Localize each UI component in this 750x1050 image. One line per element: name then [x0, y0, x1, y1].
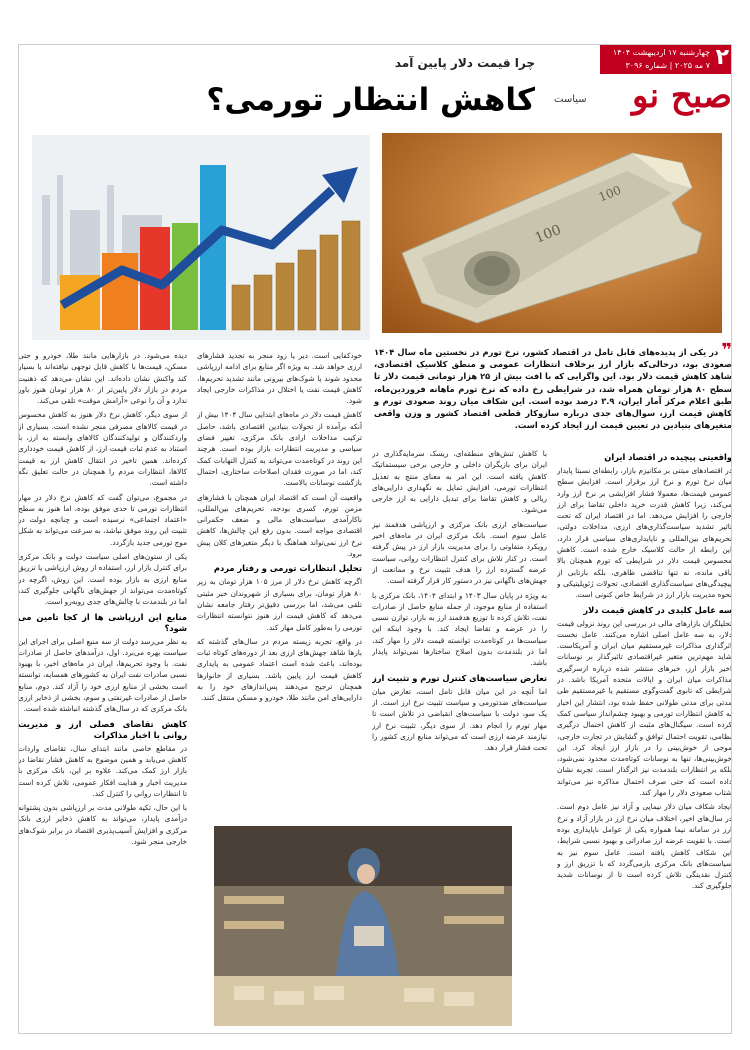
chart-illustration	[32, 135, 370, 340]
issue-box	[600, 44, 732, 74]
subheading: سه عامل کلیدی در کاهش قیمت دلار	[583, 604, 732, 615]
text-column-4	[18, 350, 187, 1030]
quote-icon: ❞	[721, 340, 733, 361]
lead-text: در یکی از پدیده‌های قابل تامل در اقتصاد کشور، نرخ تورم در نخستین ماه سال ۱۴۰۴ صعودی بود، درحالی‌که بازار ارز برخلاف انتظارات عمومی و منطق کلاسیک اقتصادی، شاهد کاهش قیمت دلار بود. این واگرایی که با افت بیش از ۲۵ هزار تومانی قیمت دلار تا سطح ۸۰ هزار تومان همراه شد، در شرایطی رخ داده که نرخ تورم ماهانه فروردین‌ماه، طبق اعلام مرکز آمار ایران، ۳.۹ درصد بوده است. این شکاف میان روند صعودی تورم و کاهش قیمت ارز، سوال‌های جدی درباره سازوکار قطعی اقتصاد کشور و وزن واقعی متغیرهای بنیادین در تعیین قیمت ارز ایجاد کرده است.	[374, 347, 732, 431]
paragraph: تحلیلگران بازارهای مالی در بررسی این روند نزولی قیمت دلار، به سه عامل اصلی اشاره می‌کنند. عامل نخست اثرگذاری مذاکرات غیرمستقیم میان ایران و آمریکاست. شاید مهم‌ترین متغیر غیراقتصادی تاثیرگذار بر نوسانات اخیر بازار ارز، خبرهای منتشر شده درباره ازسرگیری مذاکرات میان ایران و ایالات متحده آمریکا باشد. در شرایطی که تابوی گفت‌وگوی مستقیم یا غیرمستقیم طی مدتی برای مدتی طولانی حفظ شده بود، انتشار این اخبار به کاهش انتظارات تورمی و بهبود چشم‌انداز سیاسی کمک کرده است. سیگنال‌های مثبت از کاهش احتمال درگیری نظامی، تقویت احتمال توافق و گشایش در تجارت خارجی، موجی از خوش‌بینی را در بازار ارز ایجاد کرد. این خوش‌بینی‌ها، تنها به نوسانات کوتاه‌مدت محدود نمی‌شود، بلکه بر انتظارات بلندمدت نیز اثرگذار است. تجربه نشان داده است که حتی صرف احتمال مذاکره نیز می‌تواند شتاب صعودی دلار را مهار کند.	[557, 618, 732, 798]
paragraph: در مقاطع خاصی مانند ابتدای سال، تقاضای واردات کاهش می‌یابد و همین موضوع به کاهش فشار تقاضا در بازار ارز کمک می‌کند. علاوه بر این، بانک مرکزی با مدیریت اخبار و هدایت افکار عمومی، تلاش کرده است تا انتظارات روانی را کنترل کند.	[18, 743, 187, 798]
paragraph: کاهش قیمت دلار در ماه‌های ابتدایی سال ۱۴۰۴ بیش از آنکه برآمده از تحولات بنیادین اقتصادی باشد، حاصل ترکیب مداخلات ارادی بانک مرکزی، تغییر فضای سیاسی و مدیریت انتظارات بازار بوده است. هرچند این روند در کوتاه‌مدت می‌تواند به کنترل التهابات کمک کند، اما در صورت فقدان اصلاحات ساختاری، احتمال بازگشت نوسانات بالاست.	[197, 410, 362, 488]
svg-text:100: 100	[532, 221, 564, 247]
paragraph: با کاهش تنش‌های منطقه‌ای، ریسک سرمایه‌گذاری در ایران برای بازیگران داخلی و خارجی برخی سیستماتیک کاهش یافته است. این امر به معنای منتج به تعدیل انتظارات تورمی، افزایش تمایل به نگهداری دارایی‌های ریالی و کاهش تقاضا برای تبدیل دارایی به ارز خارجی می‌شود.	[372, 449, 547, 515]
paragraph: در اقتصادهای مبتنی بر مکانیزم بازار، رابطه‌ای نسبتا پایدار میان نرخ تورم و نرخ ارز برقرار است. افزایش سطح عمومی قیمت‌ها، معمولا فشار افزایشی بر نرخ ارز وارد می‌کند، زیرا کاهش قدرت خرید داخلی تقاضا برای ارز خارجی را افزایش می‌دهد. اما در اقتصاد ایران که تحت تاثیر تشدید سیاست‌گذاری‌های ارزی، مداخلات دولتی، تحریم‌های بین‌المللی و ناپایداری‌های سیاسی قرار دارد، این رابطه از حالت کلاسیک خارج شده است. کاهش محسوس قیمت دلار در شرایطی که تورم همچنان بالا باقی مانده، نه تنها تناقضی ظاهری، بلکه بازتابی از پیچیدگی‌های سیاست‌گذاری اقتصادی، تحولات ژئوپلیتیکی و نحوه مدیریت بازار ارز در شرایط خاص کنونی است.	[557, 466, 732, 600]
paragraph: در مجموع، می‌توان گفت که کاهش نرخ دلار در مهار انتظارات تورمی تا حدی موفق بوده، اما هنوز به سطح «اعتماد اجتماعی» نرسیده است و چنانچه دولت در تثبیت این روند موفق نباشد، به سرعت می‌تواند به شکل موج تورمی جدید بازگردد.	[18, 492, 187, 547]
paragraph: دیده می‌شود. در بازارهایی مانند طلا، خودرو و حتی مسکن، قیمت‌ها با کاهش قابل توجهی نیافته‌اند یا بسیار کند واکنش نشان داده‌اند. این نشان می‌دهد که ذهنیت مردم در بازار دلار پایین‌تر از ۸۰ هزار تومان هنوز باور ندارد و آن را نوعی «آرامش موقت» تلقی می‌کند.	[18, 351, 187, 406]
paragraph: سیاست‌های ارزی بانک مرکزی و ارزپاشی هدفمند نیز عامل سوم است. بانک مرکزی ایران در ماه‌های اخیر رویکرد متفاوتی را برای مدیریت بازار ارز در پیش گرفته است. در کنار تلاش برای کنترل انتظارات روانی، سیاست عرضه گسترده ارز را هدف تثبیت نرخ و ممانعت از جهش‌های ناگهانی نیز در دستور کار قرار گرفته است.	[372, 519, 547, 586]
article-lead	[374, 340, 733, 446]
paragraph: یکی از ستون‌های اصلی سیاست دولت و بانک مرکزی برای کنترل بازار ارز، استفاده از روش ارزپاشی یا تزریق منابع ارزی به بازار بوده است. این روش، اگرچه در کوتاه‌مدت می‌تواند از جهش‌های ناگهانی جلوگیری کند، اما در بلندمدت با چالش‌های جدی روبه‌رو است.	[18, 552, 187, 607]
paragraph: به ویژه در پایان سال ۱۴۰۳ و ابتدای ۱۴۰۴، بانک مرکزی با استفاده از منابع موجود، از جمله منابع حاصل از صادرات نفت، تلاش کرده تا توزیع هدفمند ارز به بازار، توازن نسبی را در عرضه و تقاضا ایجاد کند. با وجود اینکه این سیاست‌ها در کوتاه‌مدت توانسته قیمت دلار را مهار کند، اما در بلندمدت بدون اصلاح ساختارها نمی‌تواند پایدار باشد.	[372, 590, 547, 668]
date-line-gregorian: ۷ مه ۲۰۲۵ | شماره ۳۰۹۶	[625, 61, 710, 70]
date-line-persian: چهارشنبه ۱۷ اردیبهشت ۱۴۰۴	[612, 48, 710, 57]
article-kicker: چرا قیمت دلار پایین آمد	[394, 56, 535, 70]
text-column-2	[372, 448, 547, 823]
page-number: ۲	[715, 45, 729, 70]
paragraph: خودکفایی است. دیر یا زود منجر به تجدید فشارهای ارزی خواهد شد. به ویژه اگر منابع برای ادامه ارزپاشی محدود شوند یا شوک‌های بیرونی مانند تشدید تحریم‌ها، کاهش قیمت نفت یا اختلال در مذاکرات خارجی ایجاد شود.	[197, 351, 362, 406]
section-label: سیاست	[554, 94, 587, 105]
masthead	[542, 44, 732, 118]
paragraph: اما آنچه در این میان قابل تامل است، تعارض میان سیاست‌های ضدتورمی و سیاست تثبیت نرخ ارز است. از یک سو، دولت با سیاست‌های انقباضی در تلاش است تا مهار تورم را انجام دهد. از سوی دیگر، تثبیت نرخ ارز نیازمند عرضه ارزی است که می‌تواند منابع ارزی کشور را تحت فشار قرار دهد.	[372, 686, 547, 753]
subheading: کاهش تقاضای فصلی ارز و مدیریت روانی با اخبار مذاکرات	[18, 718, 187, 740]
newspaper-logo: صبح نو	[632, 76, 732, 116]
article-headline: کاهش انتظار تورمی؟	[206, 82, 535, 118]
subheading: تحلیل انتظارات تورمی و رفتار مردم	[213, 563, 362, 574]
market-photo	[214, 826, 512, 1026]
paragraph: از سوی دیگر، کاهش نرخ دلار هنوز به کاهش محسوس در قیمت کالاهای مصرفی منجر نشده است. بسیاری از واردکنندگان و تولیدکنندگان کالاهای وابسته به ارز، با استناد به عدم ثبات قیمت ارز، از کاهش قیمت خودداری کرده‌اند. همین تاخیر در انتقال کاهش ارز به قیمت کالاها، انتظارات مردم را همچنان در حالت تعلیق نگه داشته است.	[18, 410, 187, 488]
banknote-photo	[382, 133, 722, 333]
text-column-1	[557, 448, 732, 1028]
subheading: واقعیتی پیچیده در اقتصاد ایران	[604, 452, 732, 462]
svg-text:100: 100	[596, 182, 624, 205]
paragraph: به نظر می‌رسد دولت از سه منبع اصلی برای اجرای این سیاست بهره می‌برد. اول، درآمدهای حاصل از صادرات نفت. با وجود تحریم‌ها، ایران در ماه‌های اخیر، با بهبود نسبی صادرات نفت ایران به کشورهای همسایه، توانسته است بخشی از منابع ارزی خود را آزاد کند. دوم، منابع حاصل از صادرات غیرنفتی و سوم، بخشی از ذخایر ارزی بانک مرکزی که در سال‌های گذشته انباشته شده است.	[18, 636, 187, 714]
paragraph: با این حال، تکیه طولانی مدت بر ارزپاشی بدون پشتوانه درآمدی پایدار، می‌تواند به کاهش ذخایر ارزی بانک مرکزی و افزایش آسیب‌پذیری اقتصاد در برابر شوک‌های خارجی منجر شود.	[18, 803, 187, 846]
subheading: تعارض سیاست‌های کنترل تورم و تثبیت ارز	[372, 672, 547, 683]
subheading: منابع این ارزپاشی ها از کجا تامین می شود؟	[18, 611, 187, 633]
paragraph: ایجاد شکاف میان دلار نیمایی و آزاد نیز عامل دوم است. در سال‌های اخیر، اختلاف میان نرخ ارز در بازار آزاد و نرخ ارز در سامانه نیما همواره یکی از عوامل ناپایداری بوده است. با تقویت عرضه ارز صادراتی و بهبود نسبی شرایط، این شکاف کاهش یافته است. عامل سوم نیز به سیاست‌های بانک مرکزی بازمی‌گردد که با تزریق ارز و کنترل نقدینگی تلاش کرده است تا از نوسانات شدید جلوگیری کند.	[557, 802, 732, 891]
paragraph: اگرچه کاهش نرخ دلار از مرز ۱۰۵ هزار تومان به زیر ۸۰ هزار تومان، برای بسیاری از شهروندان خبر مثبتی تلقی می‌شد، اما بررسی دقیق‌تر رفتار جامعه نشان می‌دهد که کاهش قیمت ارز هنوز نتوانسته انتظارات تورمی را به‌طور کامل مهار کند.	[197, 577, 362, 632]
paragraph: واقعیت آن است که اقتصاد ایران همچنان با فشارهای مزمن تورم، کسری بودجه، تحریم‌های بین‌المللی، ناکارآمدی سیاست‌های مالی و ضعف حکمرانی اقتصادی مواجه است. بدون رفع این چالش‌ها، کاهش نرخ ارز نمی‌تواند هماهنگ با دیگر متغیرهای کلان پیش برود.	[197, 492, 362, 559]
paragraph: در واقع، تجربه زیسته مردم در سال‌های گذشته که بارها شاهد جهش‌های ارزی بعد از دوره‌های کوتاه ثبات بوده‌اند، باعث شده است اعتماد عمومی به پایداری کاهش قیمت ارز پایین باشد. بسیاری از خانوارها همچنان ترجیح می‌دهند پس‌اندازهای خود را به دارایی‌های امن مانند طلا، خودرو و مسکن منتقل کنند.	[197, 636, 362, 703]
